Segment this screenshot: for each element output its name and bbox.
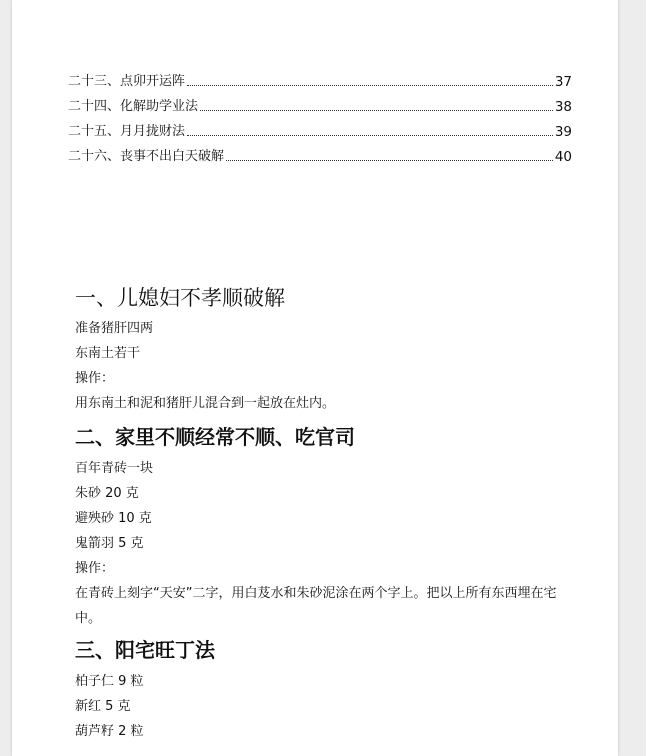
- toc-entry-title: 二十六、丧事不出白天破解: [68, 149, 225, 164]
- toc-entry[interactable]: [68, 66, 572, 91]
- body-line: 鬼箭羽 5 克: [75, 536, 144, 551]
- toc-entry[interactable]: [68, 141, 572, 166]
- body-paragraph: 在青砖上刻字“天安”二字，用白芨水和朱砂泥涂在两个字上。把以上所有东西埋在宅中。: [75, 586, 557, 626]
- body-line: 避殃砂 10 克: [75, 511, 152, 526]
- body-line: 东南土若干: [75, 346, 141, 361]
- toc-page-number: 39: [554, 124, 572, 140]
- toc-leader-dots: [226, 160, 553, 161]
- body-line: 操作：: [75, 561, 115, 576]
- body-line: 准备猪肝四两: [75, 321, 154, 336]
- body-line: 新红 5 克: [75, 699, 131, 714]
- toc-page-number: 37: [554, 74, 572, 90]
- toc-leader-dots: [187, 135, 553, 136]
- section-heading: 三、阳宅旺丁法: [75, 638, 215, 662]
- toc-entry-title: 二十三、点卯开运阵: [68, 74, 186, 89]
- toc-leader-dots: [200, 110, 553, 111]
- body-line: 操作：: [75, 371, 115, 386]
- toc-entry-title: 二十五、月月拢财法: [68, 124, 186, 139]
- section-heading: 二、家里不顺经常不顺、吃官司: [75, 425, 355, 449]
- document-page: [12, 0, 618, 756]
- toc-entry[interactable]: [68, 116, 572, 141]
- toc-entry-title: 二十四、化解助学业法: [68, 99, 199, 114]
- body-line: 百年青砖一块: [75, 461, 154, 476]
- body-line: 葫芦籽 2 粒: [75, 724, 144, 739]
- toc-leader-dots: [187, 85, 553, 86]
- body-line: 用东南土和泥和猪肝儿混合到一起放在灶内。: [75, 396, 336, 411]
- toc-page-number: 38: [554, 99, 572, 115]
- body-line: 朱砂 20 克: [75, 486, 139, 501]
- section-heading: 一、儿媳妇不孝顺破解: [75, 286, 285, 310]
- toc-page-number: 40: [554, 149, 572, 165]
- table-of-contents: [68, 66, 572, 166]
- body-line: 柏子仁 9 粒: [75, 674, 144, 689]
- toc-entry[interactable]: [68, 91, 572, 116]
